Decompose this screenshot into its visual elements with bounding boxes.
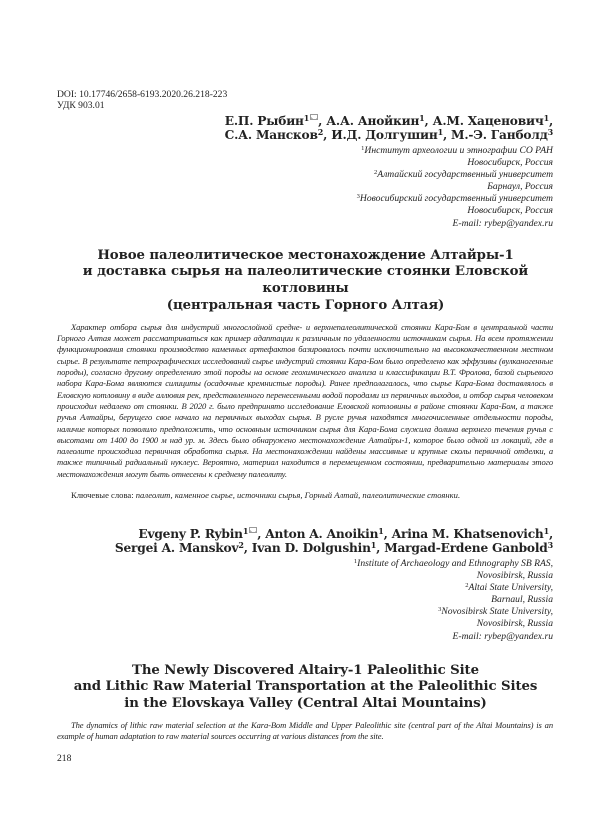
author-name: Е.П. Рыбин	[224, 114, 304, 128]
udc-code: УДК 903.01	[57, 100, 105, 111]
author-name: , Ivan D. Dolgushin	[243, 541, 371, 555]
affiliation-marker: 1	[419, 113, 425, 123]
ru-abstract: Характер отбора сырья для индустрий многослойной средне- и верхнепалеолитической стоянки Кара-Бом в центральной части Горного Алтая может рассматриваться как пример адаптации к различным по удаленности источникам сырья. На всем протяжении функционирования стоянки производство каменных артефактов базировалось почти исключительно на высококачественном местном сырье. В результате петрографических исследований сырье индустрий стоянки Кара-Бом было определено как эффузивы (вулканогенные породы), согласно другому определению этой породы на основе геохимического анализа и классификации В.Т. Фролова, базой сырьевого набора Кара-Бома являются силициты (осадочные кремнистые породы). Ранее предполагалось, что сырье Кара-Бома доставлялось в Еловскую котловину в виде аллювия рек, представленного перенесенными водой породами из первичных выходов, и отбор сырья человеком происходил недалеко от стоянки. В 2020 г. было предпринято исследование Еловской котловины в районе стоянки Кара-Бом, а также ручья Алтайры, берущего свое начало на первичных выходах сырья. В русле ручья находятся многочисленные отдельности породы, наличие которых позволило предположить, что основным источником сырья для Кара-Бома служила долина верхнего течения ручья с высотами от 1400 до 1900 м над ур. м. Здесь было обнаружено местонахождение Алтайры-1, которое было одной из локаций, где в палеолите происходила первичная обработка сырья. На местонахождении найдены массивные и крупные сколы первичной отделки, а также типичный радиальный нуклеус. Вероятно, материал находится в перемещенном состоянии, предварительно материалы этого местонахождения могут быть отнесены к среднему палеолиту.	[57, 321, 553, 479]
affiliation-number: 1	[361, 145, 365, 152]
affiliation-marker: 1	[242, 526, 249, 536]
ru-authors	[57, 114, 553, 142]
affiliation-text: Новосибирский государственный университет	[359, 193, 553, 205]
affiliation-number: 2	[465, 582, 469, 590]
ru-title-line: (центральная часть Горного Алтая)	[166, 298, 445, 314]
affiliation-line	[57, 570, 553, 582]
author-name: , Margad-Erdene Ganbold	[376, 541, 548, 555]
affiliation-text: Институт археологии и этнографии СО РАН	[364, 145, 553, 156]
affiliation-text: Барнаул, Россия	[487, 181, 553, 193]
affiliation-text: Новосибирск, Россия	[467, 205, 553, 217]
ru-keywords	[57, 490, 553, 501]
affiliation-marker: 1	[543, 113, 549, 123]
author-name: , Arina M. Khatsenovich	[383, 527, 544, 541]
affiliation-text: Novosibirsk, Russia	[476, 618, 553, 630]
affiliation-line	[57, 157, 553, 169]
affiliation-line	[57, 205, 553, 217]
author-line	[57, 527, 553, 541]
en-title-line: in the Elovskaya Valley (Central Altai Mountains)	[124, 696, 487, 712]
author-name: , М.-Э. Ганболд	[442, 128, 548, 142]
en-title-line: and Lithic Raw Material Transportation at the Paleolithic Sites	[73, 679, 538, 695]
en-title-line: The Newly Discovered Altairy-1 Paleolithic Site	[132, 662, 479, 678]
affiliation-text: Алтайский государственный университет	[377, 169, 553, 181]
author-name: , А.А. Анойкин	[318, 114, 420, 128]
keywords-label: Ключевые слова:	[71, 490, 136, 500]
author-line	[57, 114, 553, 128]
affiliation-text: Новосибирск, Россия	[467, 157, 553, 169]
author-name: Evgeny P. Rybin	[138, 527, 243, 541]
affiliation-text: Novosibirsk, Russia	[476, 570, 553, 582]
affiliation-text: E-mail: rybep@yandex.ru	[452, 630, 553, 642]
keywords-list: палеолит, каменное сырье, источники сырья, Горный Алтай, палеолитические стоянки.	[135, 490, 461, 500]
affiliation-number: 3	[438, 606, 442, 614]
affiliation-text: E-mail: rybep@yandex.ru	[452, 217, 553, 229]
en-title	[50, 663, 561, 713]
author-line	[57, 128, 553, 142]
author-name: С.А. Мансков	[224, 128, 318, 142]
email-line[interactable]	[57, 631, 553, 643]
affiliation-line	[57, 582, 553, 594]
affiliation-number: 1	[353, 558, 358, 565]
page-number: 218	[57, 752, 72, 764]
affiliation-marker: 1	[543, 526, 549, 536]
author-line	[57, 541, 553, 555]
affiliation-text: Barnaul, Russia	[491, 594, 553, 606]
en-authors	[57, 527, 553, 555]
en-affiliations	[57, 558, 553, 643]
affiliation-marker: 1	[437, 127, 443, 137]
ru-affiliations	[57, 145, 553, 230]
affiliation-line	[57, 169, 553, 181]
affiliation-line	[57, 181, 553, 193]
author-name: , А.М. Хаценович	[424, 114, 544, 128]
affiliation-text: Institute of Archaeology and Ethnography SB RAS,	[357, 558, 553, 569]
affiliation-marker: 1	[378, 526, 384, 536]
doi[interactable]: DOI: 10.17746/2658-6193.2020.26.218-223	[57, 89, 228, 100]
affiliation-marker: 1	[370, 540, 377, 550]
affiliation-line	[57, 558, 553, 570]
en-abstract: The dynamics of lithic raw material selection at the Kara-Bom Middle and Upper Paleolithic site (central part of the Altai Mountains) is an example of human adaptation to raw material sources occurring at various distances from the site.	[57, 720, 553, 742]
affiliation-line	[57, 606, 553, 618]
author-name: ,	[548, 114, 553, 128]
affiliation-marker: 3	[547, 540, 553, 550]
author-name: , Anton A. Anoikin	[257, 527, 379, 541]
ru-title-line: и доставка сырья на палеолитические стоянки Еловской котловины	[82, 264, 529, 297]
affiliation-text: Altai State University,	[468, 582, 553, 594]
affiliation-number: 2	[374, 169, 378, 177]
author-name: , И.Д. Долгушин	[323, 128, 438, 142]
affiliation-line	[57, 145, 553, 157]
author-name: Sergei A. Manskov	[114, 541, 239, 555]
affiliation-line	[57, 618, 553, 630]
envelope-icon	[310, 114, 318, 120]
affiliation-marker: 1	[303, 113, 310, 123]
affiliation-line	[57, 594, 553, 606]
email-line[interactable]	[57, 218, 553, 230]
affiliation-marker: 2	[238, 540, 244, 550]
envelope-icon	[249, 527, 257, 533]
affiliation-marker: 3	[547, 127, 553, 137]
ru-title-line: Новое палеолитическое местонахождение Алтайры-1	[97, 247, 514, 263]
ru-title	[50, 248, 561, 315]
affiliation-number: 3	[356, 193, 360, 201]
affiliation-line	[57, 193, 553, 205]
affiliation-marker: 2	[317, 127, 324, 137]
affiliation-text: Novosibirsk State University,	[441, 606, 553, 618]
article-meta	[57, 89, 553, 111]
author-name: ,	[548, 527, 553, 541]
